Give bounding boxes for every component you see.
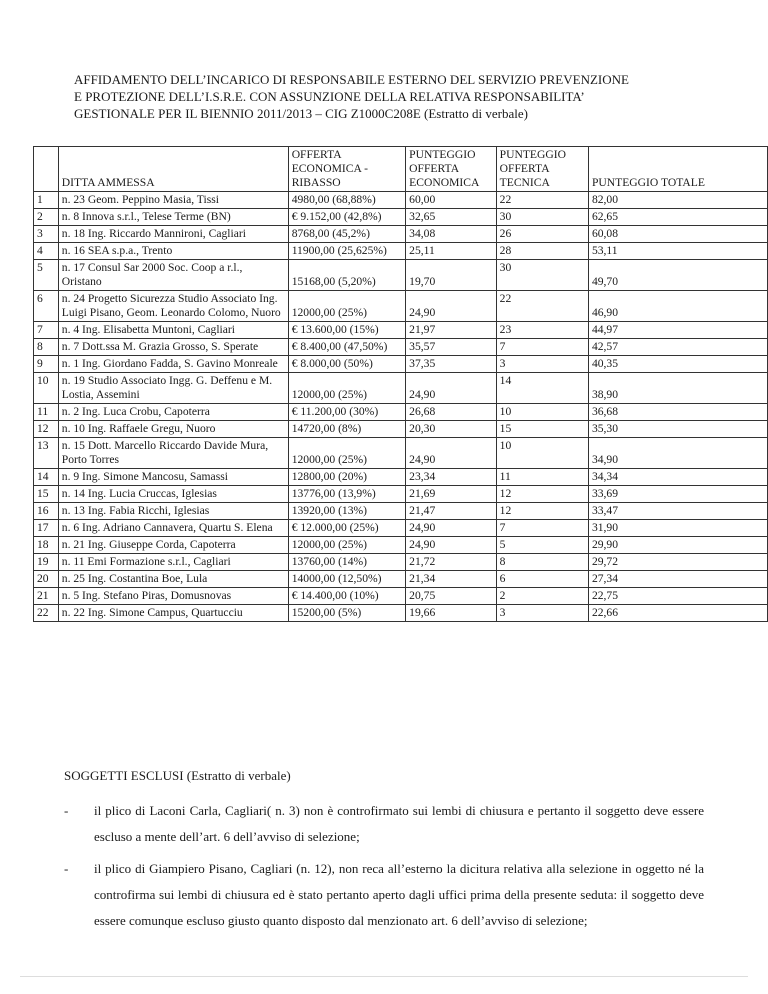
- row-punteggio-totale: 29,90: [588, 537, 767, 554]
- table-row: [34, 537, 768, 554]
- row-offerta: 11900,00 (25,625%): [288, 243, 405, 260]
- row-punteggio-totale: 42,57: [588, 339, 767, 356]
- row-punteggio-economica: 24,90: [406, 438, 497, 469]
- row-offerta: 13776,00 (13,9%): [288, 486, 405, 503]
- row-number: 12: [34, 421, 59, 438]
- row-punteggio-tecnica: 3: [496, 356, 588, 373]
- row-punteggio-economica: 21,47: [406, 503, 497, 520]
- row-punteggio-tecnica: 11: [496, 469, 588, 486]
- row-ditta: n. 11 Emi Formazione s.r.l., Cagliari: [58, 554, 288, 571]
- table-row: [34, 588, 768, 605]
- row-ditta: n. 7 Dott.ssa M. Grazia Grosso, S. Sperate: [58, 339, 288, 356]
- row-offerta: 14000,00 (12,50%): [288, 571, 405, 588]
- row-punteggio-totale: 36,68: [588, 404, 767, 421]
- row-ditta: n. 9 Ing. Simone Mancosu, Samassi: [58, 469, 288, 486]
- table-row: [34, 421, 768, 438]
- row-number: 6: [34, 291, 59, 322]
- row-ditta: n. 17 Consul Sar 2000 Soc. Coop a r.l., Oristano: [58, 260, 288, 291]
- excluded-title: SOGGETTI ESCLUSI (Estratto di verbale): [64, 768, 291, 783]
- row-number: 17: [34, 520, 59, 537]
- row-punteggio-totale: 33,47: [588, 503, 767, 520]
- row-offerta: 12000,00 (25%): [288, 373, 405, 404]
- table-row: [34, 438, 768, 469]
- row-punteggio-tecnica: 23: [496, 322, 588, 339]
- row-number: 9: [34, 356, 59, 373]
- row-punteggio-totale: 62,65: [588, 209, 767, 226]
- table-row: [34, 571, 768, 588]
- row-punteggio-tecnica: 30: [496, 260, 588, 291]
- row-punteggio-tecnica: 7: [496, 520, 588, 537]
- row-number: 16: [34, 503, 59, 520]
- table-row: [34, 469, 768, 486]
- row-punteggio-economica: 24,90: [406, 373, 497, 404]
- row-number: 5: [34, 260, 59, 291]
- row-ditta: n. 5 Ing. Stefano Piras, Domusnovas: [58, 588, 288, 605]
- row-offerta: € 11.200,00 (30%): [288, 404, 405, 421]
- title-line-1: AFFIDAMENTO DELL’INCARICO DI RESPONSABILE ESTERNO DEL SERVIZIO PREVENZIONE: [74, 72, 629, 87]
- header-punteggio-economica: PUNTEGGIO OFFERTA ECONOMICA: [406, 147, 497, 192]
- table-row: [34, 260, 768, 291]
- row-punteggio-economica: 37,35: [406, 356, 497, 373]
- row-punteggio-totale: 60,08: [588, 226, 767, 243]
- excluded-item: [64, 856, 704, 934]
- row-number: 4: [34, 243, 59, 260]
- row-punteggio-economica: 25,11: [406, 243, 497, 260]
- table-row: [34, 503, 768, 520]
- row-number: 19: [34, 554, 59, 571]
- row-punteggio-totale: 35,30: [588, 421, 767, 438]
- row-punteggio-tecnica: 15: [496, 421, 588, 438]
- table-row: [34, 554, 768, 571]
- row-punteggio-economica: 32,65: [406, 209, 497, 226]
- row-offerta: 15200,00 (5%): [288, 605, 405, 622]
- title-line-2: E PROTEZIONE DELL’I.S.R.E. CON ASSUNZIONE DELLA RELATIVA RESPONSABILITA’: [74, 89, 585, 104]
- row-punteggio-tecnica: 28: [496, 243, 588, 260]
- row-punteggio-economica: 24,90: [406, 520, 497, 537]
- row-ditta: n. 4 Ing. Elisabetta Muntoni, Cagliari: [58, 322, 288, 339]
- row-number: 13: [34, 438, 59, 469]
- table-row: [34, 605, 768, 622]
- row-punteggio-economica: 21,34: [406, 571, 497, 588]
- table-header-row: [34, 147, 768, 192]
- table-row: [34, 339, 768, 356]
- dash-marker: -: [64, 861, 69, 876]
- row-punteggio-economica: 19,66: [406, 605, 497, 622]
- row-punteggio-tecnica: 10: [496, 438, 588, 469]
- document-title: [74, 71, 734, 122]
- row-punteggio-tecnica: 12: [496, 486, 588, 503]
- row-punteggio-tecnica: 26: [496, 226, 588, 243]
- row-offerta: € 13.600,00 (15%): [288, 322, 405, 339]
- row-punteggio-totale: 44,97: [588, 322, 767, 339]
- row-ditta: n. 21 Ing. Giuseppe Corda, Capoterra: [58, 537, 288, 554]
- table-row: [34, 486, 768, 503]
- row-ditta: n. 1 Ing. Giordano Fadda, S. Gavino Monreale: [58, 356, 288, 373]
- row-ditta: n. 19 Studio Associato Ingg. G. Deffenu e M. Lostia, Assemini: [58, 373, 288, 404]
- row-punteggio-totale: 53,11: [588, 243, 767, 260]
- row-number: 10: [34, 373, 59, 404]
- row-punteggio-economica: 20,75: [406, 588, 497, 605]
- excluded-item: [64, 798, 704, 850]
- row-number: 8: [34, 339, 59, 356]
- title-line-3: GESTIONALE PER IL BIENNIO 2011/2013 – CIG Z1000C208E (Estratto di verbale): [74, 106, 528, 121]
- row-offerta: 12000,00 (25%): [288, 537, 405, 554]
- header-ditta: DITTA AMMESSA: [58, 147, 288, 192]
- row-punteggio-tecnica: 22: [496, 192, 588, 209]
- row-punteggio-totale: 82,00: [588, 192, 767, 209]
- row-punteggio-tecnica: 7: [496, 339, 588, 356]
- row-punteggio-tecnica: 3: [496, 605, 588, 622]
- row-number: 14: [34, 469, 59, 486]
- row-number: 7: [34, 322, 59, 339]
- table-row: [34, 226, 768, 243]
- excluded-item-text: il plico di Laconi Carla, Cagliari( n. 3) non è controfirmato sui lembi di chiusura e pertanto il soggetto deve essere escluso a mente dell’art. 6 dell’avviso di selezione;: [94, 803, 704, 844]
- row-ditta: n. 18 Ing. Riccardo Mannironi, Cagliari: [58, 226, 288, 243]
- row-ditta: n. 25 Ing. Costantina Boe, Lula: [58, 571, 288, 588]
- row-ditta: n. 14 Ing. Lucia Cruccas, Iglesias: [58, 486, 288, 503]
- row-number: 3: [34, 226, 59, 243]
- row-offerta: € 14.400,00 (10%): [288, 588, 405, 605]
- row-punteggio-totale: 40,35: [588, 356, 767, 373]
- row-punteggio-totale: 33,69: [588, 486, 767, 503]
- row-punteggio-tecnica: 6: [496, 571, 588, 588]
- row-ditta: n. 15 Dott. Marcello Riccardo Davide Mura, Porto Torres: [58, 438, 288, 469]
- row-ditta: n. 2 Ing. Luca Crobu, Capoterra: [58, 404, 288, 421]
- table-row: [34, 520, 768, 537]
- row-ditta: n. 13 Ing. Fabia Ricchi, Iglesias: [58, 503, 288, 520]
- row-punteggio-totale: 22,66: [588, 605, 767, 622]
- row-punteggio-tecnica: 2: [496, 588, 588, 605]
- row-number: 18: [34, 537, 59, 554]
- results-table: [33, 146, 768, 622]
- header-punteggio-tecnica: PUNTEGGIO OFFERTA TECNICA: [496, 147, 588, 192]
- row-punteggio-tecnica: 22: [496, 291, 588, 322]
- row-punteggio-totale: 49,70: [588, 260, 767, 291]
- row-number: 15: [34, 486, 59, 503]
- row-offerta: 14720,00 (8%): [288, 421, 405, 438]
- row-punteggio-tecnica: 8: [496, 554, 588, 571]
- excluded-item-text: il plico di Giampiero Pisano, Cagliari (n. 12), non reca all’esterno la dicitura relativa alla selezione in oggetto né la controfirma sui lembi di chiusura ed è stato pertanto aperto dagli uffici prima della presente seduta: il soggetto deve essere comunque escluso giusto quanto disposto dal menzionato art. 6 dell’avviso di selezione;: [94, 861, 704, 928]
- row-punteggio-economica: 24,90: [406, 537, 497, 554]
- row-ditta: n. 16 SEA s.p.a., Trento: [58, 243, 288, 260]
- row-ditta: n. 23 Geom. Peppino Masia, Tissi: [58, 192, 288, 209]
- row-punteggio-economica: 35,57: [406, 339, 497, 356]
- row-offerta: 13920,00 (13%): [288, 503, 405, 520]
- row-punteggio-totale: 22,75: [588, 588, 767, 605]
- divider: [20, 976, 748, 977]
- table-row: [34, 291, 768, 322]
- row-punteggio-tecnica: 10: [496, 404, 588, 421]
- row-offerta: 8768,00 (45,2%): [288, 226, 405, 243]
- header-number: [34, 147, 59, 192]
- row-offerta: 4980,00 (68,88%): [288, 192, 405, 209]
- row-ditta: n. 10 Ing. Raffaele Gregu, Nuoro: [58, 421, 288, 438]
- row-offerta: € 12.000,00 (25%): [288, 520, 405, 537]
- row-offerta: € 8.400,00 (47,50%): [288, 339, 405, 356]
- row-offerta: 12000,00 (25%): [288, 291, 405, 322]
- table-row: [34, 404, 768, 421]
- row-offerta: 12800,00 (20%): [288, 469, 405, 486]
- row-offerta: 13760,00 (14%): [288, 554, 405, 571]
- row-offerta: € 8.000,00 (50%): [288, 356, 405, 373]
- row-ditta: n. 8 Innova s.r.l., Telese Terme (BN): [58, 209, 288, 226]
- table-row: [34, 243, 768, 260]
- row-punteggio-economica: 19,70: [406, 260, 497, 291]
- row-punteggio-tecnica: 12: [496, 503, 588, 520]
- dash-marker: -: [64, 803, 69, 818]
- row-punteggio-totale: 27,34: [588, 571, 767, 588]
- row-offerta: 15168,00 (5,20%): [288, 260, 405, 291]
- table-row: [34, 373, 768, 404]
- row-ditta: n. 24 Progetto Sicurezza Studio Associato Ing. Luigi Pisano, Geom. Leonardo Colomo, Nuoro: [58, 291, 288, 322]
- row-ditta: n. 22 Ing. Simone Campus, Quartucciu: [58, 605, 288, 622]
- row-ditta: n. 6 Ing. Adriano Cannavera, Quartu S. Elena: [58, 520, 288, 537]
- row-punteggio-economica: 20,30: [406, 421, 497, 438]
- row-punteggio-economica: 24,90: [406, 291, 497, 322]
- row-number: 2: [34, 209, 59, 226]
- row-punteggio-totale: 34,90: [588, 438, 767, 469]
- row-number: 21: [34, 588, 59, 605]
- excluded-list: [64, 798, 704, 940]
- table-row: [34, 192, 768, 209]
- row-number: 11: [34, 404, 59, 421]
- row-number: 20: [34, 571, 59, 588]
- row-offerta: 12000,00 (25%): [288, 438, 405, 469]
- row-punteggio-economica: 34,08: [406, 226, 497, 243]
- row-punteggio-totale: 38,90: [588, 373, 767, 404]
- header-punteggio-totale: PUNTEGGIO TOTALE: [588, 147, 767, 192]
- row-punteggio-totale: 34,34: [588, 469, 767, 486]
- row-punteggio-economica: 23,34: [406, 469, 497, 486]
- row-punteggio-economica: 21,72: [406, 554, 497, 571]
- row-punteggio-tecnica: 5: [496, 537, 588, 554]
- row-punteggio-tecnica: 14: [496, 373, 588, 404]
- header-offerta: OFFERTA ECONOMICA - RIBASSO: [288, 147, 405, 192]
- row-offerta: € 9.152,00 (42,8%): [288, 209, 405, 226]
- row-number: 22: [34, 605, 59, 622]
- table-row: [34, 356, 768, 373]
- row-punteggio-totale: 46,90: [588, 291, 767, 322]
- row-punteggio-totale: 31,90: [588, 520, 767, 537]
- row-punteggio-tecnica: 30: [496, 209, 588, 226]
- table-row: [34, 209, 768, 226]
- row-punteggio-economica: 21,97: [406, 322, 497, 339]
- row-punteggio-economica: 26,68: [406, 404, 497, 421]
- row-number: 1: [34, 192, 59, 209]
- row-punteggio-economica: 21,69: [406, 486, 497, 503]
- row-punteggio-economica: 60,00: [406, 192, 497, 209]
- table-row: [34, 322, 768, 339]
- row-punteggio-totale: 29,72: [588, 554, 767, 571]
